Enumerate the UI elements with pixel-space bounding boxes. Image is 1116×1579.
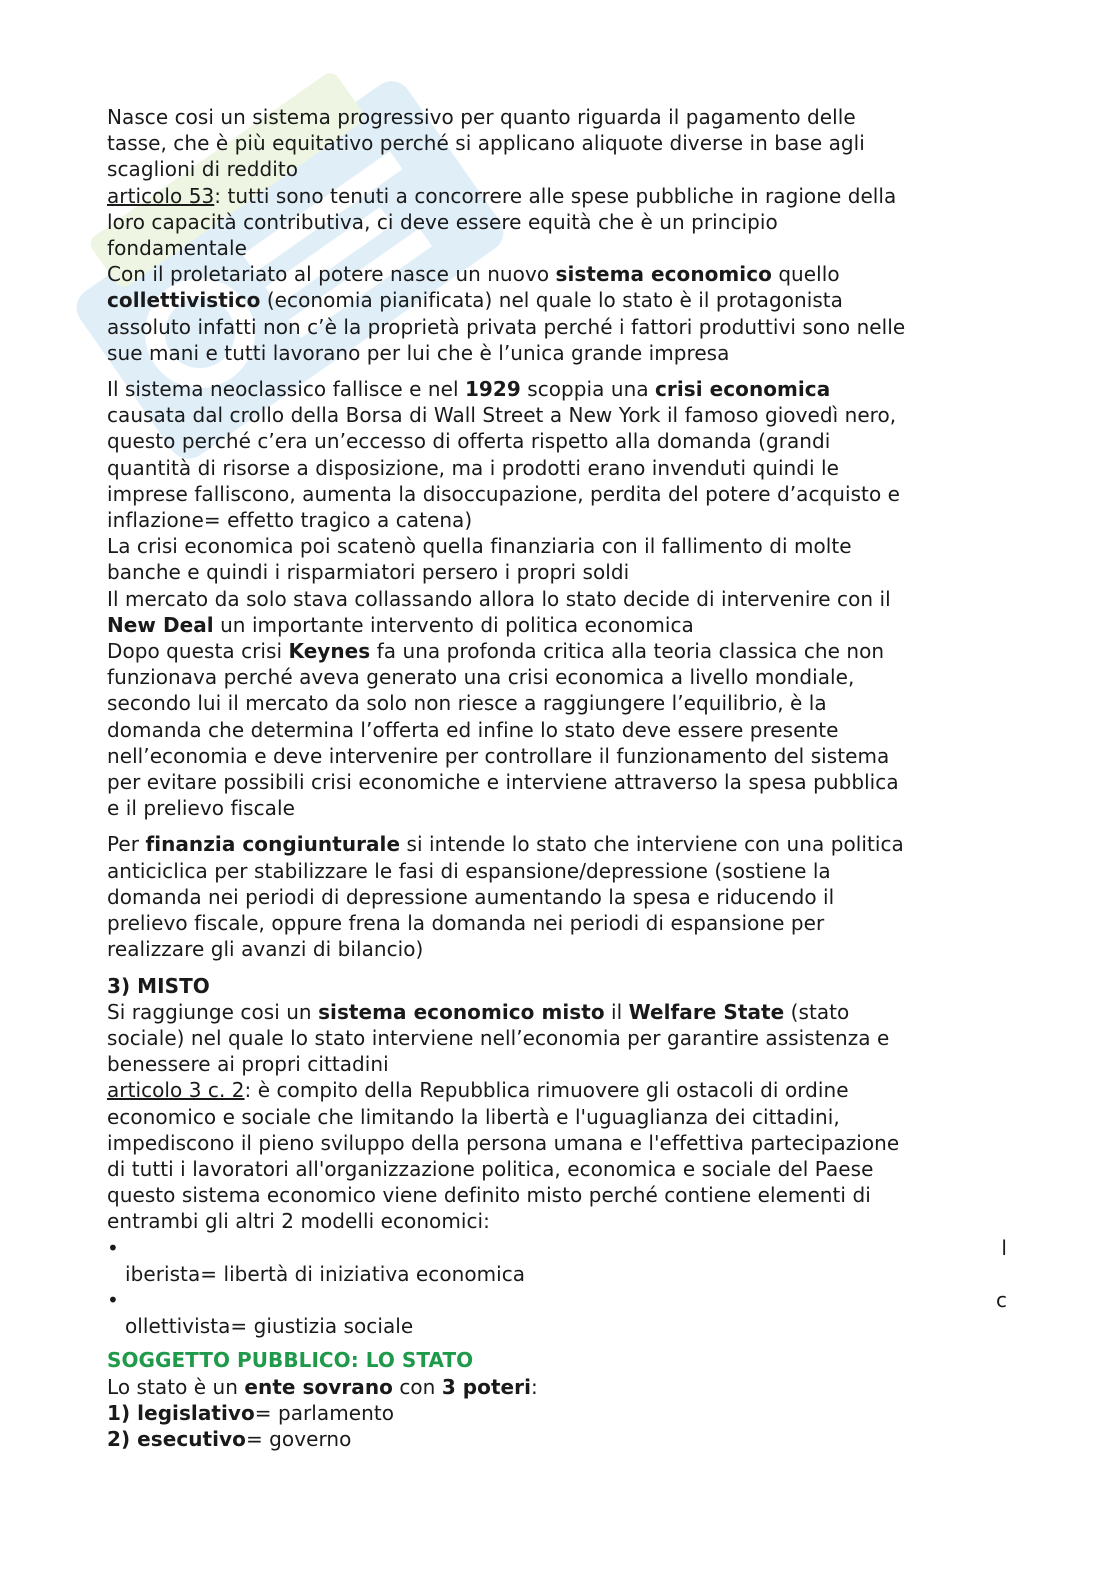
section-heading-misto: 3) MISTO [107,973,210,998]
paragraph-line: tasse, che è più equitativo perché si applicano aliquote diverse in base agli [107,131,865,156]
paragraph-line: realizzare gli avanzi di bilancio) [107,937,424,962]
paragraph-line: assoluto infatti non c’è la proprietà privata perché i fattori produttivi sono nelle [107,314,906,339]
paragraph-line: e il prelievo fiscale [107,796,295,821]
article-3-line: articolo 3 c. 2: è compito della Repubblica rimuovere gli ostacoli di ordine [107,1078,849,1103]
paragraph-line: causata dal crollo della Borsa di Wall Street a New York il famoso giovedì nero, [107,403,897,428]
paragraph-line: per evitare possibili crisi economiche e interviene attraverso la spesa pubblica [107,770,899,795]
article-53-line: articolo 53: tutti sono tenuti a concorrere alle spese pubbliche in ragione della [107,183,897,208]
paragraph-line: sue mani e tutti lavorano per lui che è l’unica grande impresa [107,340,730,365]
paragraph-line: prelievo fiscale, oppure frena la domanda nei periodi di espansione per [107,911,825,936]
paragraph-line: nell’economia e deve intervenire per controllare il funzionamento del sistema [107,743,890,768]
paragraph-line: impediscono il pieno sviluppo della persona umana e l'effettiva partecipazione [107,1130,900,1155]
section-heading-stato: SOGGETTO PUBBLICO: LO STATO [107,1348,474,1373]
paragraph-line: entrambi gli altri 2 modelli economici: [107,1209,490,1234]
paragraph-line: domanda che determina l’offerta ed infine lo stato deve essere presente [107,717,839,742]
power-item: 1) legislativo= parlamento [107,1400,395,1425]
paragraph-line: Dopo questa crisi Keynes fa una profonda critica alla teoria classica che non [107,639,885,664]
paragraph-line: collettivistico (economia pianificata) nel quale lo stato è il protagonista [107,288,843,313]
paragraph-line: Il mercato da solo stava collassando allora lo stato decide di intervenire con il [107,586,891,611]
paragraph-line: di tutti i lavoratori all'organizzazione politica, economica e sociale del Paese [107,1156,874,1181]
paragraph-line: economico e sociale che limitando la libertà e l'uguaglianza dei cittadini, [107,1104,840,1129]
bullet-icon: • [107,1235,119,1260]
paragraph-line: benessere ai propri cittadini [107,1052,389,1077]
paragraph-line: New Deal un importante intervento di politica economica [107,612,694,637]
paragraph-line: anticiclica per stabilizzare le fasi di espansione/depressione (sostiene la [107,858,831,883]
document-page [107,104,1007,1452]
paragraph-line: sociale) nel quale lo stato interviene nell’economia per garantire assistenza e [107,1025,890,1050]
paragraph-line: secondo lui il mercato da solo non riesce a raggiungere l’equilibrio, è la [107,691,827,716]
bullet-item: • l [107,1235,1007,1260]
article-53-ref: articolo 53 [107,183,215,208]
paragraph-line: Si raggiunge cosi un sistema economico misto il Welfare State (stato [107,999,850,1024]
article-3-ref: articolo 3 c. 2 [107,1078,245,1103]
paragraph-line: Lo stato è un ente sovrano con 3 poteri: [107,1374,538,1399]
paragraph-line: Con il proletariato al potere nasce un nuovo sistema economico quello [107,262,840,287]
paragraph-line: Per finanzia congiunturale si intende lo stato che interviene con una politica [107,832,904,857]
paragraph-line: scaglioni di reddito [107,157,299,182]
paragraph-line: La crisi economica poi scatenò quella finanziaria con il fallimento di molte [107,534,852,559]
paragraph-line: Il sistema neoclassico fallisce e nel 1929 scoppia una crisi economica [107,377,831,402]
paragraph-line: banche e quindi i risparmiatori persero i propri soldi [107,560,630,585]
bullet-text: iberista= libertà di iniziativa economica [125,1261,526,1286]
bullet-item: • c [107,1287,1007,1312]
paragraph-line: domanda nei periodi di depressione aumentando la spesa e riducendo il [107,884,835,909]
paragraph-line: Nasce cosi un sistema progressivo per quanto riguarda il pagamento delle [107,105,856,129]
paragraph-line: loro capacità contributiva, ci deve essere equità che è un principio [107,209,778,234]
paragraph-line: quantità di risorse a disposizione, ma i prodotti erano invenduti quindi le [107,455,839,480]
bullet-text: ollettivista= giustizia sociale [125,1314,414,1339]
paragraph-line: questo perché c’era un’eccesso di offerta rispetto alla domanda (grandi [107,429,831,454]
bullet-icon: • [107,1287,119,1312]
paragraph-line: fondamentale [107,236,247,261]
paragraph-line: inflazione= effetto tragico a catena) [107,508,473,533]
paragraph-line: questo sistema economico viene definito misto perché contiene elementi di [107,1183,871,1208]
paragraph-line: funzionava perché aveva generato una crisi economica a livello mondiale, [107,665,855,690]
paragraph-line: imprese falliscono, aumenta la disoccupazione, perdita del potere d’acquisto e [107,481,900,506]
power-item: 2) esecutivo= governo [107,1426,352,1451]
